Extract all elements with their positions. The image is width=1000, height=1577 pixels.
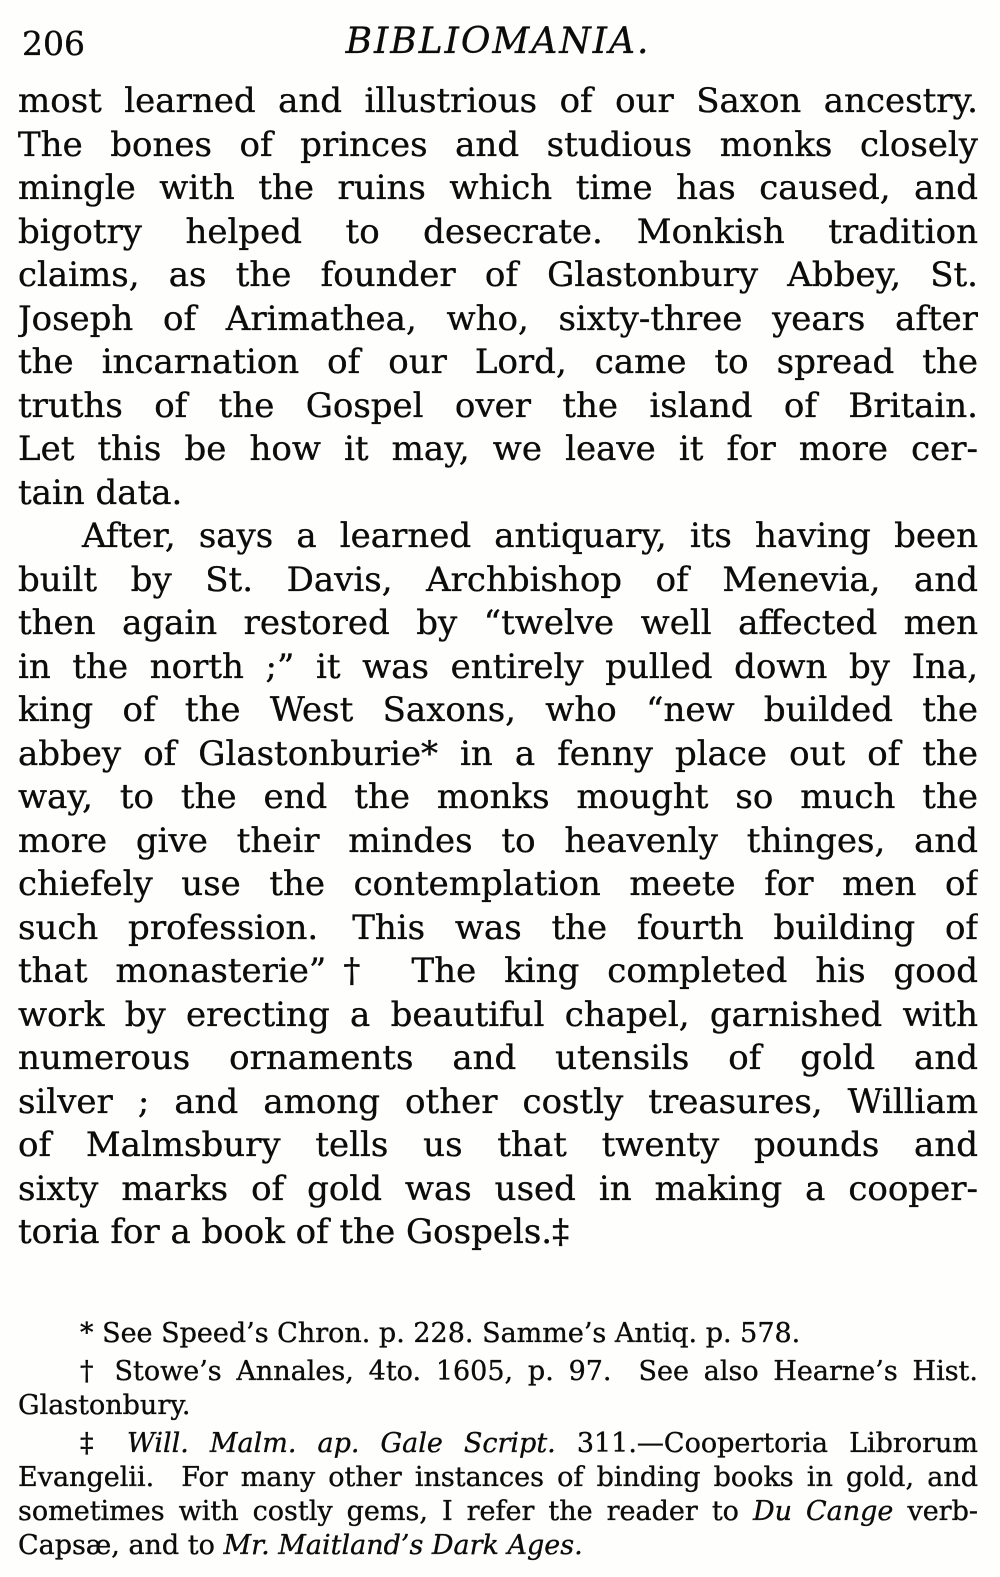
text-line: more give their mindes to heavenly thinges, and xyxy=(18,820,978,861)
footnote-line xyxy=(18,1317,978,1351)
text-segment: * See Speed’s Chron. p. 228. Samme’s Antiq. p. 578. xyxy=(80,1317,801,1349)
footnote xyxy=(18,1355,978,1423)
text-line: bigotry helped to desecrate. Monkish tradition xyxy=(18,211,978,252)
text-segment: ‡ xyxy=(80,1427,128,1459)
text-line: of Malmsbury tells us that twenty pounds and xyxy=(18,1125,978,1165)
text-line: Let this be how it may, we leave it for more cer- xyxy=(18,429,978,469)
text-line: Joseph of Arimathea, who, sixty-three years after xyxy=(18,298,978,339)
page-header xyxy=(18,22,978,62)
text-line: the incarnation of our Lord, came to spread the xyxy=(18,342,978,382)
italic-text: Mr. Maitland’s Dark Ages. xyxy=(223,1529,583,1561)
text-line: then again restored by “twelve well affected men xyxy=(18,603,978,643)
text-line: such profession. This was the fourth building of xyxy=(18,907,978,948)
text-line: work by erecting a beautiful chapel, garnished with xyxy=(18,994,978,1035)
text-line: in the north ;” it was entirely pulled down by Ina, xyxy=(18,646,978,687)
text-line: most learned and illustrious of our Saxon ancestry. xyxy=(18,81,978,121)
body-text xyxy=(18,80,978,1255)
paragraph xyxy=(18,515,978,1255)
text-line: silver ; and among other costly treasures, William xyxy=(18,1081,978,1122)
text-line: built by St. Davis, Archbishop of Menevia, and xyxy=(18,559,978,600)
footnote-line xyxy=(18,1355,978,1389)
footnote-line xyxy=(18,1495,978,1529)
text-segment: sometimes with costly gems, I refer the reader to xyxy=(18,1495,753,1527)
footnote-line xyxy=(18,1389,978,1423)
text-line: truths of the Gospel over the island of Britain. xyxy=(18,385,978,426)
text-line: that monasterie”† The king completed his good xyxy=(18,951,978,991)
text-line: sixty marks of gold was used in making a cooper- xyxy=(18,1168,978,1209)
text-line: The bones of princes and studious monks closely xyxy=(18,124,978,165)
text-segment: † Stowe’s Annales, 4to. 1605, p. 97. See also Hearne’s Hist. xyxy=(80,1355,978,1387)
text-line: numerous ornaments and utensils of gold and xyxy=(18,1038,978,1078)
page-number: 206 xyxy=(22,24,85,63)
text-segment: Glastonbury. xyxy=(18,1389,191,1421)
text-segment: verb- xyxy=(893,1495,978,1527)
paragraph xyxy=(18,80,978,515)
text-line: king of the West Saxons, who “new builded the xyxy=(18,690,978,730)
running-title: BIBLIOMANIA. xyxy=(345,21,651,62)
text-segment: 311.—Coopertoria Librorum xyxy=(555,1427,978,1459)
footnote xyxy=(18,1427,978,1563)
footnote-line xyxy=(18,1427,978,1461)
text-line: claims, as the founder of Glastonbury Abbey, St. xyxy=(18,255,978,295)
text-line: abbey of Glastonburie* in a fenny place out of the xyxy=(18,733,978,774)
text-line: mingle with the ruins which time has caused, and xyxy=(18,168,978,208)
footnote-line xyxy=(18,1529,978,1563)
footnote xyxy=(18,1317,978,1351)
italic-text: Will. Malm. ap. Gale Script. xyxy=(127,1427,556,1459)
text-line: chiefely use the contemplation meete for men of xyxy=(18,864,978,904)
footnotes xyxy=(18,1317,978,1563)
text-line: After, says a learned antiquary, its having been xyxy=(82,516,978,556)
text-segment: Evangelii. For many other instances of binding books in gold, and xyxy=(18,1461,978,1493)
text-line: way, to the end the monks mought so much the xyxy=(18,777,978,817)
italic-text: Du Cange xyxy=(752,1495,894,1527)
text-line: tain data. xyxy=(18,472,183,513)
text-segment: Capsæ, and to xyxy=(18,1529,224,1561)
footnote-line xyxy=(18,1461,978,1495)
text-line: toria for a book of the Gospels.‡ xyxy=(18,1212,570,1252)
